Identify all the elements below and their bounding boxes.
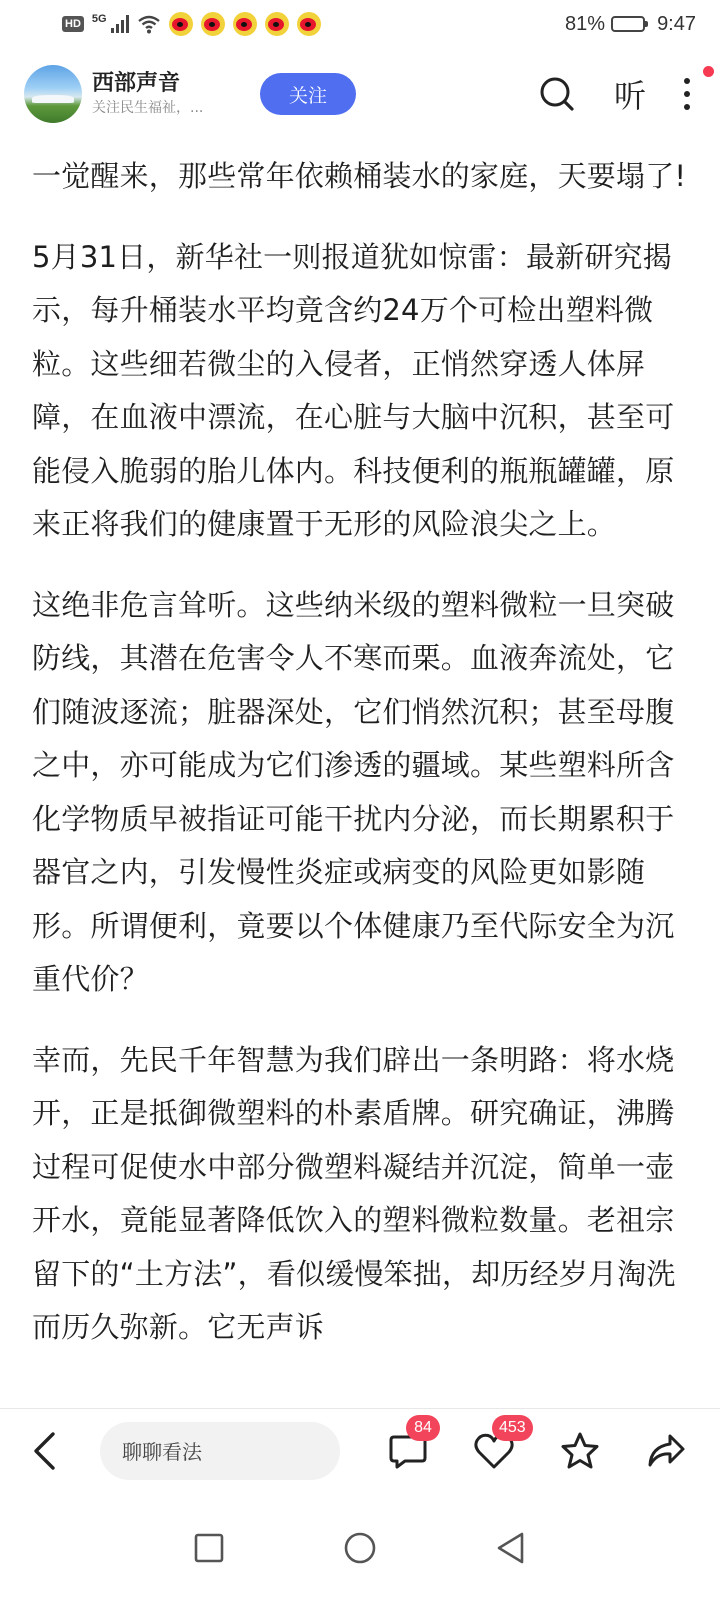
article-paragraph: 5月31日，新华社一则报道犹如惊雷：最新研究揭示，每升桶装水平均竟含约24万个可检出塑料微粒。这些细若微尘的入侵者，正悄然穿透人体屏障，在血液中漂流，在心脏与大脑中沉积，甚至可能侵入脆弱的胎儿体内。科技便利的瓶瓶罐罐，原来正将我们的健康置于无形的风险浪尖之上。 [32, 239, 675, 541]
weibo-icon [297, 12, 321, 36]
status-right [565, 13, 696, 36]
search-icon[interactable] [538, 75, 576, 113]
comment-count-badge: 84 [406, 1415, 440, 1441]
recents-icon[interactable] [193, 1532, 225, 1564]
battery-icon [611, 16, 645, 32]
back-button[interactable] [22, 1429, 66, 1473]
weibo-icon [169, 12, 193, 36]
like-button[interactable] [466, 1418, 526, 1473]
like-count-badge: 453 [492, 1415, 533, 1441]
avatar[interactable] [24, 65, 82, 123]
clock: 9:47 [657, 12, 696, 35]
article-paragraph: 幸而，先民千年智慧为我们辟出一条明路：将水烧开，正是抵御微塑料的朴素盾牌。研究确证，沸腾过程可促使水中部分微塑料凝结并沉淀，简单一壶开水，竟能显著降低饮入的塑料微粒数量。老祖宗留下的“土方法”，看似缓慢笨拙，却历经岁月淘洗而历久弥新。它无声诉 [32, 1042, 676, 1344]
bottom-toolbar [0, 1408, 720, 1492]
hd-badge: HD [62, 16, 84, 32]
account-name: 西部声音 [92, 71, 181, 96]
battery-percent: 81% [565, 12, 606, 35]
listen-button[interactable]: 听 [613, 77, 646, 115]
article-header [0, 54, 720, 134]
article-body[interactable] [32, 150, 692, 1405]
weibo-icon [233, 12, 257, 36]
toolbar-actions [380, 1418, 694, 1473]
follow-button[interactable]: 关注 [260, 73, 356, 115]
account-description: 关注民生福祉，... [92, 100, 204, 116]
share-icon [646, 1432, 686, 1470]
system-nav-bar [0, 1496, 720, 1600]
favorite-button[interactable] [552, 1429, 608, 1473]
notification-dot [703, 66, 714, 77]
back-nav-icon[interactable] [495, 1531, 527, 1565]
article-paragraph: 这绝非危言耸听。这些纳米级的塑料微粒一旦突破防线，其潜在危害令人不寒而栗。血液奔流处，它们随波逐流；脏器深处，它们悄然沉积；甚至母腹之中，亦可能成为它们渗透的疆域。某些塑料所含化学物质早被指证可能干扰内分泌，而长期累积于器官之内，引发慢性炎症或病变的风险更如影随形。所谓便利，竟要以个体健康乃至代际安全为沉重代价？ [32, 587, 675, 996]
weibo-icon [201, 12, 225, 36]
wifi-icon [137, 14, 161, 34]
network-type: 5G [91, 13, 107, 25]
article-paragraph: 一觉醒来，那些常年依赖桶装水的家庭，天要塌了! [32, 159, 687, 193]
comment-input[interactable]: 聊聊看法 [100, 1422, 340, 1480]
status-bar [0, 0, 720, 48]
account-info[interactable] [92, 70, 242, 118]
share-button[interactable] [638, 1429, 694, 1473]
back-arrow-icon [31, 1431, 57, 1471]
signal-icon [111, 15, 129, 33]
comment-button[interactable] [380, 1418, 436, 1473]
status-left [62, 12, 321, 36]
weibo-icon [265, 12, 289, 36]
header-actions [538, 71, 696, 117]
star-icon [560, 1431, 600, 1471]
more-menu-icon[interactable] [684, 78, 690, 110]
home-icon[interactable] [343, 1531, 377, 1565]
